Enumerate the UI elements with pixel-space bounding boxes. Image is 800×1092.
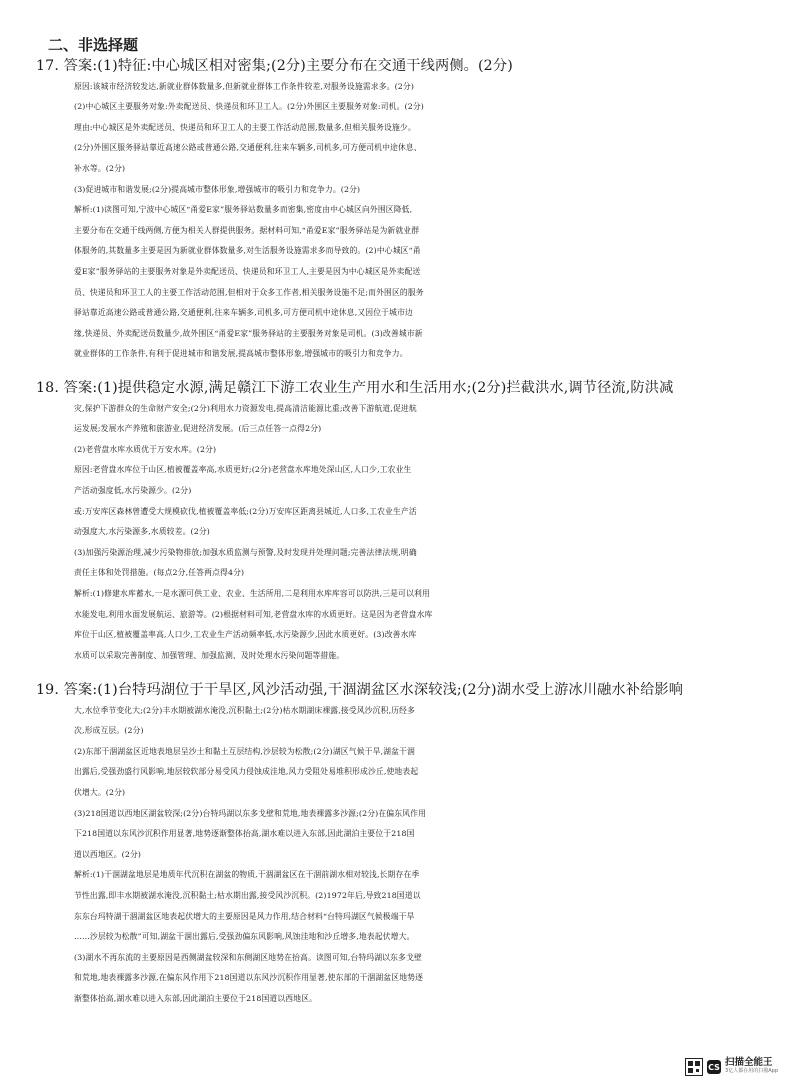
- watermark-slogan: 3亿人都在用的扫描App: [725, 1068, 778, 1074]
- answer-text-line: ……沙层较为松散”可知,湖盆干涸出露后,受强劲偏东风影响,风蚀洼地和沙丘增多,地表起伏增大。: [74, 932, 415, 942]
- answer-text-line: (3)湖水不再东流的主要原因是西侧湖盆较深和东侧湖区地势在抬高。读图可知,台特玛湖以东多戈壁: [74, 952, 422, 962]
- answer-text-line: 理由:中心城区是外卖配送员、快递员和环卫工人的主要工作活动范围,数量多,但相关服务设施少。: [74, 122, 416, 132]
- answer-text-line: 主要分布在交通干线两侧,方便为相关人群提供服务。据材料可知,“甬爱E家”服务驿站是为新就业群: [74, 225, 420, 235]
- answer-text-line: (2)中心城区主要服务对象:外卖配送员、快递员和环卫工人。(2分)外围区主要服务对象:司机。(2分): [74, 102, 424, 112]
- answer-text-line: 或:万安库区森林曾遭受大规模砍伐,植被覆盖率低;(2分)万安库区距离县城近,人口多,工农业生产活: [74, 506, 417, 516]
- answer-text-line: (2)老营盘水库水质优于万安水库。(2分): [74, 444, 217, 454]
- answer-text-line: 渐整体抬高,湖水难以进入东部,因此湖泊主要位于218国道以西地区。: [74, 993, 318, 1003]
- answer-text-line: 员、快递员和环卫工人的主要工作活动范围,但相对于众多工作者,相关服务设施不足;而外围区的服务: [74, 287, 424, 297]
- answer-text-line: 原因:该城市经济较发达,新就业群体数量多,但新就业群体工作条件较差,对服务设施需求多。(2分): [74, 81, 415, 91]
- answer-text-line: (3)加强污染源治理,减少污染物排放;加强水质监测与预警,及时发现并处理问题;完善法律法规,明确: [74, 547, 417, 557]
- answer-text-line: 灾,保护下游群众的生命财产安全;(2分)利用水力资源发电,提高清洁能源比重;改善下游航道,促进航: [74, 403, 417, 413]
- answer-text-line: 就业群体的工作条件,有利于促进城市和谐发展,提高城市整体形象,增强城市的吸引力和竞争力。: [74, 349, 408, 359]
- answer-text-line: 体服务的,其数量多主要是因为新就业群体数量多,对生活服务设施需求多而导致的。(2)中心城区“甬: [74, 246, 421, 256]
- answer-text-line: 水能发电,利用水面发展航运、旅游等。(2)根据材料可知,老营盘水库的水质更好。这是因为老营盘水库: [74, 609, 433, 619]
- watermark-text: [725, 1058, 778, 1076]
- answer-text-line: 库位于山区,植被覆盖率高,人口少,工农业生产活动频率低,水污染源少,因此水质更好。(3)改善水库: [74, 630, 417, 640]
- answer-text-line: 补水等。(2分): [74, 163, 126, 173]
- answer-text-line: 责任主体和处罚措施。(每点2分,任答两点得4分): [74, 568, 245, 578]
- answer-text-line: 解析:(1)修建水库蓄水,一是水源可供工业、农业、生活所用,二是利用水库库容可以防洪,三是可以利用: [74, 588, 430, 598]
- answer-text-line: 解析:(1)干涸湖盆地层是地质年代沉积在湖盆的物质,干涸湖盆区在干涸前湖水相对较浅,长期存在季: [74, 870, 420, 880]
- answer-text-line: 17. 答案:(1)特征:中心城区相对密集;(2分)主要分布在交通干线两侧。(2分): [36, 58, 513, 74]
- answer-text-line: 东东台玛特湖干涸湖盆区地表起伏增大的主要原因是风力作用,结合材料“台特玛湖区气候极端干旱: [74, 911, 415, 921]
- answer-text-line: 大,水位季节变化大;(2分)丰水期被湖水淹没,沉积黏土;(2分)枯水期湖床裸露,接受风沙沉积,历经多: [74, 705, 416, 715]
- answer-text-line: 次,形成互层。(2分): [74, 726, 144, 736]
- answer-text-line: 动强度大,水污染源多,水质较差。(2分): [74, 527, 210, 537]
- answer-text-line: 节性出露,即丰水期被湖水淹没,沉积黏土;枯水期出露,接受风沙沉积。(2)1972年后,导致218国道以: [74, 890, 421, 900]
- answer-text-line: (3)218国道以西地区湖盆较深;(2分)台特玛湖以东多戈壁和荒地,地表裸露多沙源;(2分)在偏东风作用: [74, 808, 427, 818]
- question-17-block: [36, 56, 772, 365]
- watermark-app-name: 扫描全能王: [725, 1057, 773, 1068]
- question-18-block: [36, 378, 772, 666]
- answer-text-line: 产活动强度低,水污染源少。(2分): [74, 485, 192, 495]
- camscanner-logo-icon: CS: [707, 1060, 721, 1074]
- answer-text-line: 缘,快递员、外卖配送员数量少,故外围区“甬爱E家”服务驿站的主要服务对象是司机。(3)改善城市新: [74, 328, 423, 338]
- answer-text-line: 和荒地,地表裸露多沙源,在偏东风作用下218国道以东风沙沉积作用显著,使东部的干涸湖盆区地势逐: [74, 973, 424, 983]
- qr-code-icon: [685, 1058, 703, 1076]
- answer-text-line: (2分)外围区服务驿站靠近高速公路或普通公路,交通便利,往来车辆多,司机多,可方便司机中途休息、: [74, 143, 422, 153]
- section-title: 二、非选择题: [48, 36, 139, 54]
- answer-text-line: 解析:(1)读图可知,宁波中心城区“甬爱E家”服务驿站数量多而密集,密度由中心城区向外围区降低,: [74, 205, 413, 215]
- scanner-watermark: [685, 1056, 778, 1078]
- answer-text-line: 19. 答案:(1)台特玛湖位于干旱区,风沙活动强,干涸湖盆区水深较浅;(2分)湖水受上游冰川融水补给影响: [36, 682, 684, 698]
- answer-text-line: (2)东部干涸湖盆区近地表地层呈沙土和黏土互层结构,沙层较为松散;(2分)湖区气候干旱,湖盆干涸: [74, 746, 415, 756]
- answer-text-line: 水质可以采取完善制度、加强管理、加强监测、及时处理水污染问题等措施。: [74, 650, 345, 660]
- answer-text-line: 出露后,受强劲盛行风影响,地层较软部分易受风力侵蚀成洼地,风力受阻处易堆积形成沙丘,使地表起: [74, 767, 419, 777]
- answer-text-line: 道以西地区。(2分): [74, 849, 142, 859]
- answer-text-line: (3)促进城市和谐发展;(2分)提高城市整体形象,增强城市的吸引力和竞争力。(2分): [74, 184, 361, 194]
- answer-text-line: 伏增大。(2分): [74, 787, 126, 797]
- answer-text-line: 爱E家”服务驿站的主要服务对象是外卖配送员、快递员和环卫工人,主要是因为中心城区是外卖配送: [74, 266, 421, 276]
- answer-text-line: 18. 答案:(1)提供稳定水源,满足赣江下游工农业生产用水和生活用水;(2分)拦截洪水,调节径流,防洪减: [36, 380, 674, 396]
- question-19-block: [36, 680, 772, 1010]
- answer-text-line: 下218国道以东风沙沉积作用显著,地势逐渐整体抬高,湖水难以进入东部,因此湖泊主要位于218国: [74, 829, 415, 839]
- answer-text-line: 原因:老营盘水库位于山区,植被覆盖率高,水质更好;(2分)老营盘水库地处深山区,人口少,工农业生: [74, 465, 412, 475]
- answer-text-line: 驿站靠近高速公路或普通公路,交通便利,往来车辆多,司机多,可方便司机中途休息,又因位于城市边: [74, 308, 413, 318]
- answer-text-line: 运发展;发展水产养殖和旅游业,促进经济发展。(后三点任答一点得2分): [74, 424, 322, 434]
